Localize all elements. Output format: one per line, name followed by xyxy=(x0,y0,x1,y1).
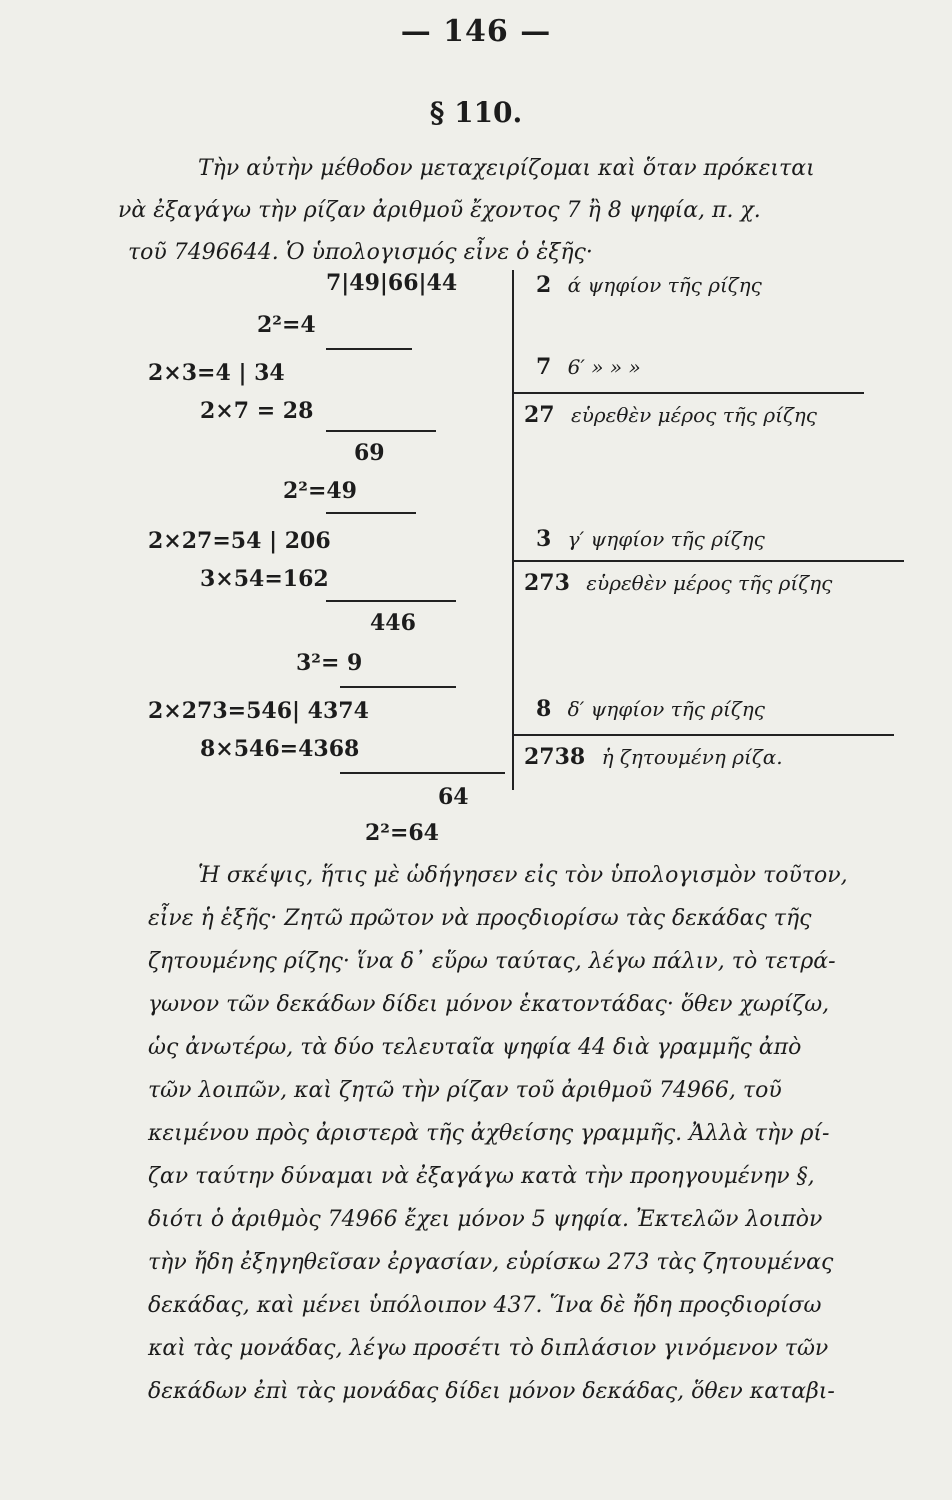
result-number: 3 xyxy=(536,526,552,552)
explanation-line: τὴν ἤδη ἐξηγηθεῖσαν ἐργασίαν, εὑρίσκω 273 τὰς ζητουμένας xyxy=(148,1250,834,1275)
explanation-line: ζαν ταύτην δύναμαι νὰ ἐξαγάγω κατὰ τὴν προηγουμένην §, xyxy=(148,1164,815,1189)
explanation-line: ζητουμένης ρίζης· ἵνα δ᾽ εὕρω ταύτας, λέγω πάλιν, τὸ τετρά- xyxy=(148,949,836,974)
rule xyxy=(326,430,436,432)
calc-line: 2×27=54 | 206 xyxy=(148,528,331,554)
rule xyxy=(514,392,864,394)
explanation-line: εἶνε ἡ ἑξῆς· Ζητῶ πρῶτον νὰ προςδιορίσω τὰς δεκάδας τῆς xyxy=(148,906,812,931)
explanation-line: Ἡ σκέψις, ἥτις μὲ ὡδήγησεν εἰς τὸν ὑπολογισμὸν τοῦτον, xyxy=(198,863,848,888)
result-line xyxy=(524,402,817,428)
page-number: — 146 — xyxy=(400,14,552,49)
result-label: 6′ » » » xyxy=(567,355,641,379)
result-number: 8 xyxy=(536,696,552,722)
rule xyxy=(326,348,412,350)
result-line xyxy=(524,744,783,770)
explanation-line: γωνον τῶν δεκάδων δίδει μόνον ἑκατοντάδας· ὅθεν χωρίζω, xyxy=(148,992,830,1017)
rule xyxy=(326,512,416,514)
number-groups: 7|49|66|44 xyxy=(326,270,458,296)
rule xyxy=(514,560,904,562)
calc-line: 3×54=162 xyxy=(200,566,329,592)
result-number: 7 xyxy=(536,354,552,380)
calc-line: 446 xyxy=(370,610,416,636)
intro-line: Τὴν αὐτὴν μέθοδον μεταχειρίζομαι καὶ ὅταν πρόκειται xyxy=(198,156,815,181)
result-label: εὑρεθὲν μέρος τῆς ρίζης xyxy=(570,403,817,427)
calc-line: 2×7 = 28 xyxy=(200,398,314,424)
intro-line: τοῦ 7496644. Ὁ ὑπολογισμός εἶνε ὁ ἑξῆς· xyxy=(128,240,593,265)
result-label: ά ψηφίον τῆς ρίζης xyxy=(567,273,762,297)
calc-line: 64 xyxy=(438,784,469,810)
result-number: 273 xyxy=(524,570,570,596)
calc-line: 2×273=546| 4374 xyxy=(148,698,369,724)
column-divider xyxy=(512,270,514,790)
rule xyxy=(514,734,894,736)
result-number: 27 xyxy=(524,402,555,428)
calc-line: 8×546=4368 xyxy=(200,736,360,762)
result-line xyxy=(536,354,641,380)
explanation-line: κειμένου πρὸς ἀριστερὰ τῆς ἀχθείσης γραμμῆς. Ἀλλὰ τὴν ρί- xyxy=(148,1121,830,1146)
intro-line: νὰ ἐξαγάγω τὴν ρίζαν ἀριθμοῦ ἔχοντος 7 ἢ 8 ψηφία, π. χ. xyxy=(118,198,761,223)
calc-line: 2²=4 xyxy=(257,312,316,338)
result-label: εὑρεθὲν μέρος τῆς ρίζης xyxy=(586,571,833,595)
calc-line: 2²=64 xyxy=(365,820,439,846)
result-label: δ′ ψηφίον τῆς ρίζης xyxy=(567,697,765,721)
calc-line: 2²=49 xyxy=(283,478,357,504)
section-heading: § 110. xyxy=(429,96,523,129)
result-number: 2 xyxy=(536,272,552,298)
result-line xyxy=(536,272,762,298)
rule xyxy=(340,772,505,774)
rule xyxy=(340,686,456,688)
explanation-line: δεκάδας, καὶ μένει ὑπόλοιπον 437. Ἵνα δὲ ἤδη προςδιορίσω xyxy=(148,1293,822,1318)
result-line xyxy=(536,696,765,722)
result-label: γ′ ψηφίον τῆς ρίζης xyxy=(567,527,765,551)
explanation-line: δεκάδων ἐπὶ τὰς μονάδας δίδει μόνον δεκάδας, ὅθεν καταβι- xyxy=(148,1379,835,1404)
result-label: ἡ ζητουμένη ρίζα. xyxy=(601,745,783,769)
explanation-line: τῶν λοιπῶν, καὶ ζητῶ τὴν ρίζαν τοῦ ἀριθμοῦ 74966, τοῦ xyxy=(148,1078,782,1103)
rule xyxy=(326,600,456,602)
result-line xyxy=(524,570,832,596)
explanation-line: ὡς ἀνωτέρω, τὰ δύο τελευταῖα ψηφία 44 διὰ γραμμῆς ἀπὸ xyxy=(148,1035,802,1060)
explanation-paragraph xyxy=(148,854,918,1413)
result-line xyxy=(536,526,765,552)
calc-line: 69 xyxy=(354,440,385,466)
calc-line: 2×3=4 | 34 xyxy=(148,360,285,386)
explanation-line: διότι ὁ ἀριθμὸς 74966 ἔχει μόνον 5 ψηφία. Ἐκτελῶν λοιπὸν xyxy=(148,1207,823,1232)
explanation-line: καὶ τὰς μονάδας, λέγω προσέτι τὸ διπλάσιον γινόμενον τῶν xyxy=(148,1336,829,1361)
calc-line: 3²= 9 xyxy=(296,650,363,676)
result-number: 2738 xyxy=(524,744,586,770)
